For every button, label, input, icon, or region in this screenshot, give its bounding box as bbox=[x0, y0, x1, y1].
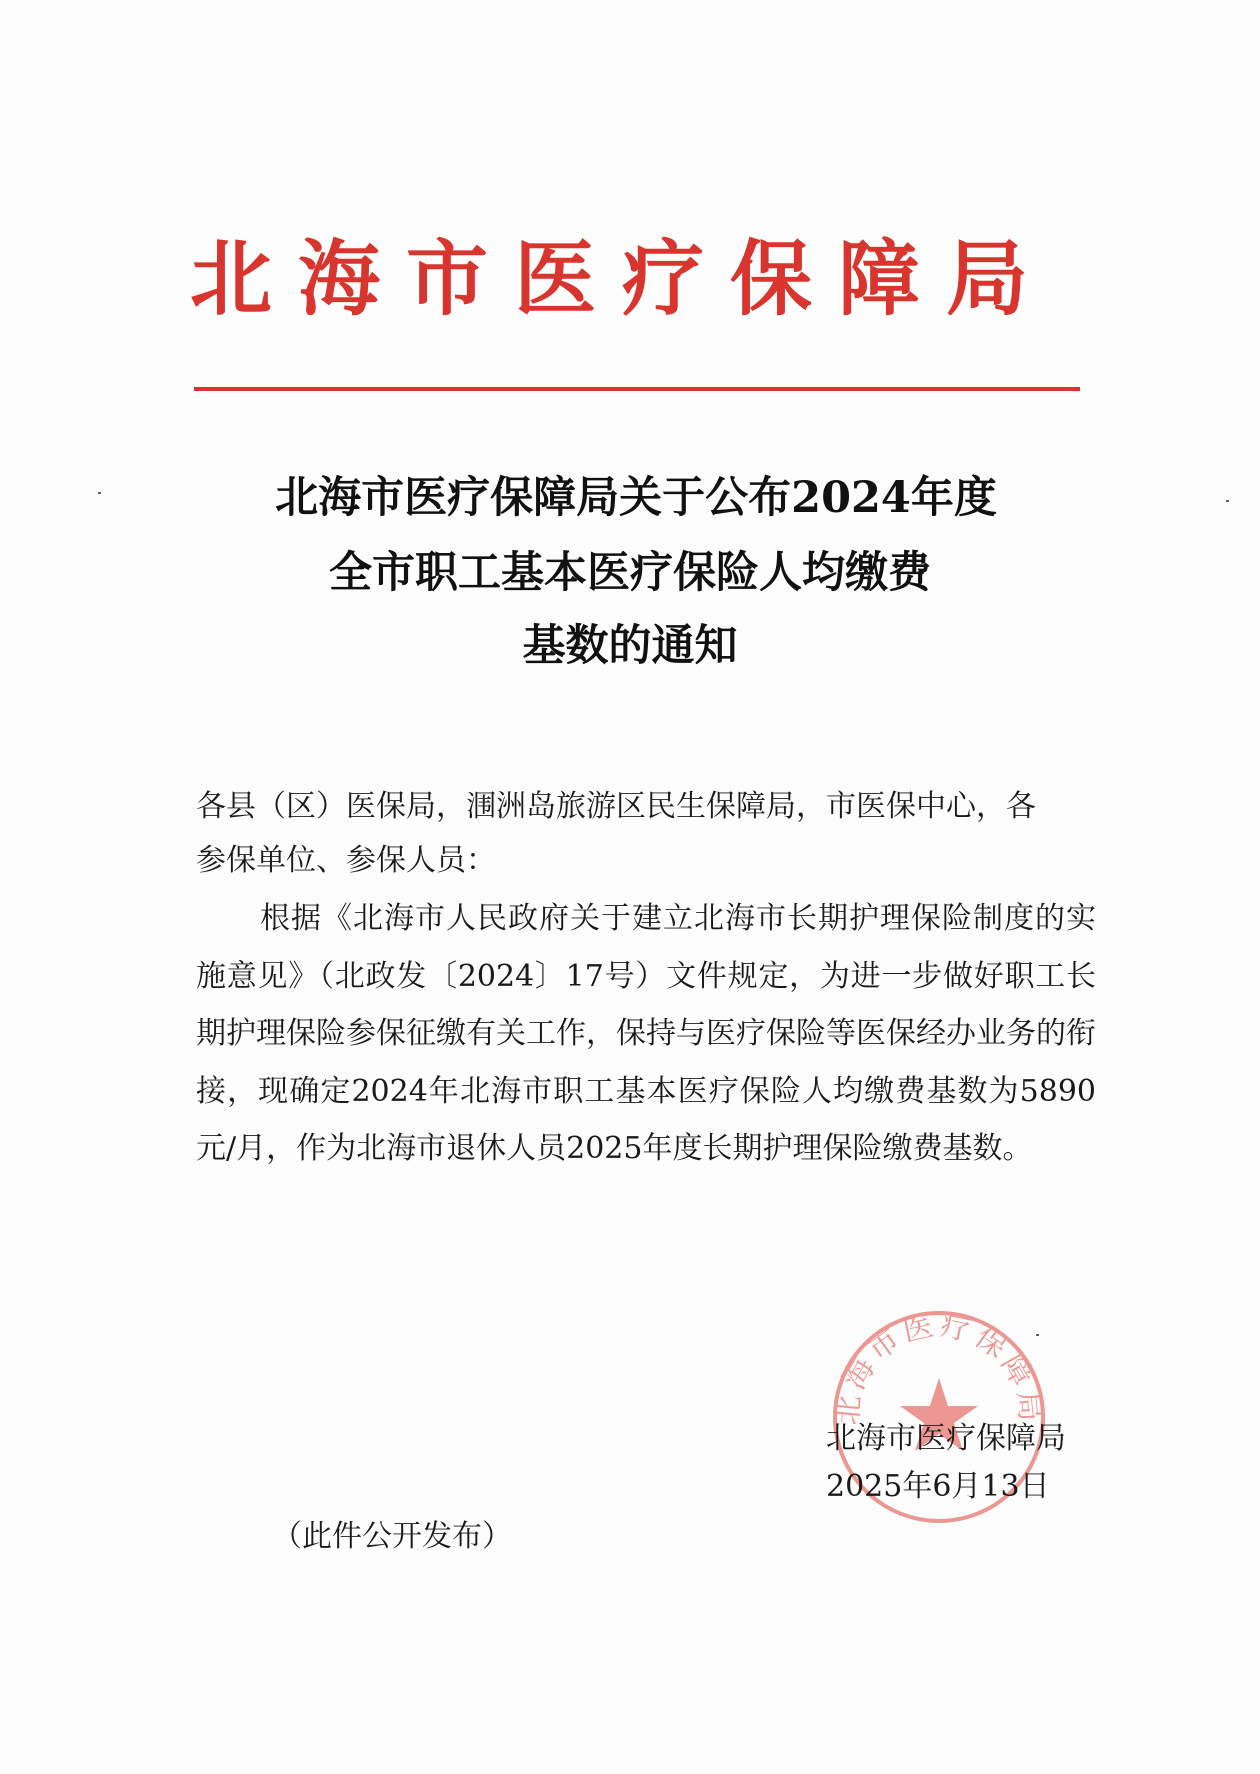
scan-speck bbox=[98, 492, 101, 494]
seal-text: 北海市医疗保障局 bbox=[829, 1307, 1049, 1427]
header-red-rule bbox=[194, 387, 1080, 391]
issuing-agency-header: 北海市医疗保障局 bbox=[190, 231, 1055, 327]
document-title-line-3: 基数的通知 bbox=[522, 621, 738, 671]
document-title-line-2: 全市职工基本医疗保险人均缴费 bbox=[329, 548, 931, 598]
signature-date: 2025年6月13日 bbox=[826, 1469, 1050, 1504]
scan-speck bbox=[1226, 500, 1229, 502]
document-title-line-1: 北海市医疗保障局关于公布2024年度 bbox=[275, 473, 997, 523]
salutation-line-1: 各县（区）医保局，涠洲岛旅游区民生保障局，市医保中心，各 bbox=[196, 789, 1036, 824]
signature-organization: 北海市医疗保障局 bbox=[826, 1421, 1066, 1456]
salutation-line-2: 参保单位、参保人员： bbox=[196, 843, 496, 878]
public-release-note: （此件公开发布） bbox=[272, 1519, 512, 1554]
body-paragraph: 根据《北海市人民政府关于建立北海市长期护理保险制度的实施意见》（北政发〔2024〕17号）文件规定，为进一步做好职工长期护理保险参保征缴有关工作，保持与医疗保险等医保经办业务的衔接，现确定2024年北海市职工基本医疗保险人均缴费基数为5890元/月，作为北海市退休人员2025年度长期护理保险缴费基数。 bbox=[196, 901, 1096, 1166]
